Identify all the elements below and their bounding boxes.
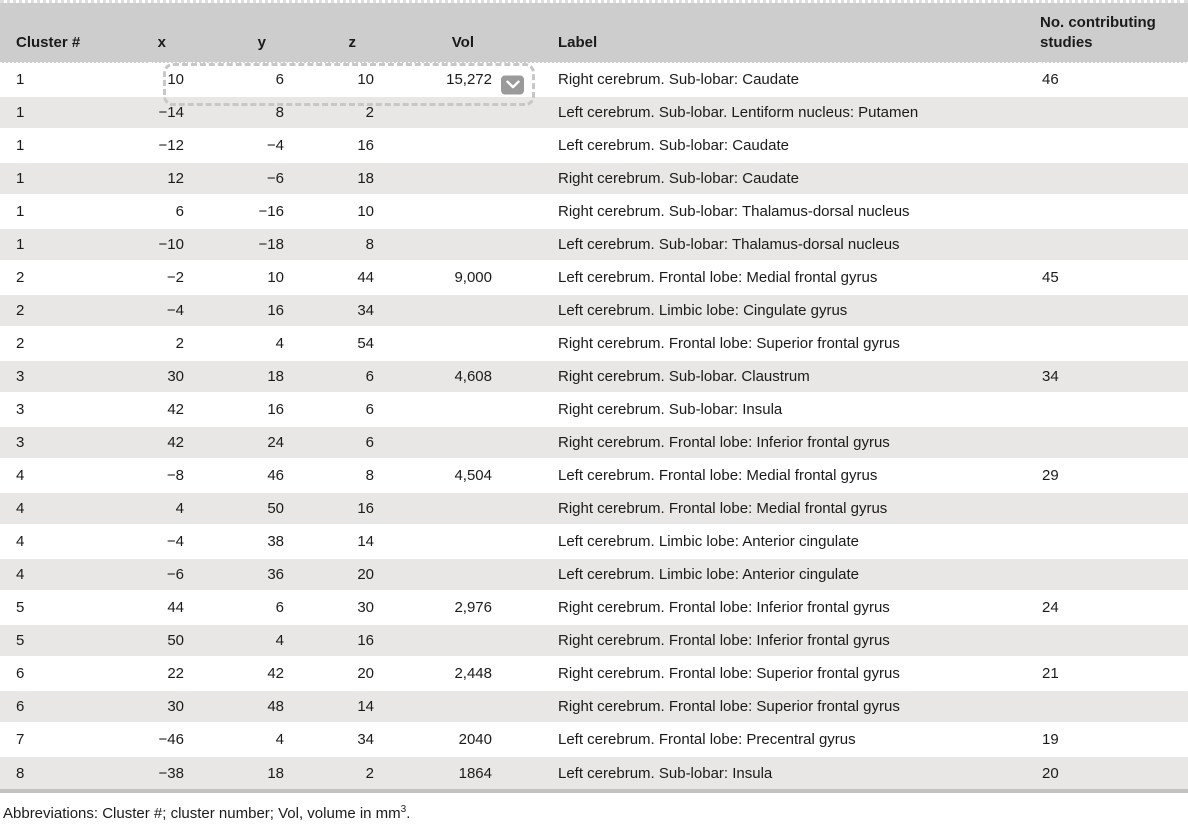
cell-cluster: 5 <box>16 632 25 649</box>
cell-x: 12 <box>167 170 184 187</box>
cell-label: Left cerebrum. Sub-lobar: Caudate <box>558 137 789 154</box>
table-row <box>0 657 1188 690</box>
cell-cluster: 4 <box>16 467 25 484</box>
cell-x: 50 <box>167 632 184 649</box>
cell-z: 10 <box>357 71 374 88</box>
cell-cluster: 6 <box>16 698 25 715</box>
cell-vol: 4,504 <box>454 467 492 484</box>
cell-x: −12 <box>158 137 184 154</box>
cell-cluster: 1 <box>16 170 25 187</box>
cell-vol: 2,976 <box>454 599 492 616</box>
col-header-vol: Vol <box>380 3 498 63</box>
cell-cluster: 5 <box>16 599 25 616</box>
chevron-down-icon <box>506 81 520 89</box>
cell-studies <box>1040 195 1188 228</box>
cell-y: 4 <box>275 335 284 352</box>
cell-x: 30 <box>167 698 184 715</box>
footnote-text: Abbreviations: Cluster #; cluster number; Vol, volume in mm <box>3 805 401 822</box>
cell-x: 42 <box>167 434 184 451</box>
cell-vol <box>380 228 498 261</box>
cell-vol <box>380 195 498 228</box>
cell-studies <box>1040 294 1188 327</box>
cell-y: 42 <box>267 665 284 682</box>
cell-studies: 29 <box>1042 467 1059 484</box>
cell-vol: 2,448 <box>454 665 492 682</box>
cell-cluster: 1 <box>16 104 25 121</box>
cell-vol: 15,272 <box>446 71 492 88</box>
cell-label: Left cerebrum. Sub-lobar: Thalamus-dorsal nucleus <box>558 236 900 253</box>
cell-x: 10 <box>167 71 184 88</box>
cell-x: 42 <box>167 401 184 418</box>
cell-studies <box>1040 96 1188 129</box>
col-header-y: y <box>190 3 290 63</box>
cell-label: Right cerebrum. Frontal lobe: Superior frontal gyrus <box>558 698 900 715</box>
cell-y: 38 <box>267 533 284 550</box>
cell-studies: 45 <box>1042 269 1059 286</box>
cell-cluster: 3 <box>16 368 25 385</box>
cell-vol: 4,608 <box>454 368 492 385</box>
cell-label: Left cerebrum. Sub-lobar: Insula <box>558 764 773 782</box>
table-row <box>0 492 1188 525</box>
cluster-coordinates-table <box>0 3 1188 789</box>
cell-cluster: 4 <box>16 500 25 517</box>
cell-studies <box>1040 228 1188 261</box>
cell-cluster: 7 <box>16 731 25 748</box>
cell-z: 34 <box>357 302 374 319</box>
cell-cluster: 2 <box>16 335 25 352</box>
cell-label: Right cerebrum. Frontal lobe: Inferior frontal gyrus <box>558 632 890 649</box>
cell-z: 6 <box>365 401 374 418</box>
cell-cluster: 1 <box>16 236 25 253</box>
cell-label: Right cerebrum. Sub-lobar: Caudate <box>558 170 799 187</box>
table-row <box>0 63 1188 96</box>
cell-vol <box>380 327 498 360</box>
table-row <box>0 195 1188 228</box>
cell-y: 4 <box>275 632 284 649</box>
cell-cluster: 8 <box>16 764 25 782</box>
cell-studies <box>1040 393 1188 426</box>
table-row <box>0 525 1188 558</box>
cell-y: 18 <box>267 764 284 782</box>
footnote-period: . <box>406 805 411 822</box>
table-row <box>0 690 1188 723</box>
cell-vol <box>380 492 498 525</box>
cell-cluster: 1 <box>16 137 25 154</box>
cell-vol: 1864 <box>458 764 492 782</box>
cell-studies: 21 <box>1042 665 1059 682</box>
table-row <box>0 624 1188 657</box>
cell-z: 20 <box>357 665 374 682</box>
cell-z: 16 <box>357 137 374 154</box>
table-header-row <box>0 3 1188 63</box>
cell-cluster: 1 <box>16 71 25 88</box>
cell-x: −10 <box>158 236 184 253</box>
cell-y: −6 <box>266 170 284 187</box>
table-row <box>0 393 1188 426</box>
cell-vol <box>380 393 498 426</box>
table-row <box>0 591 1188 624</box>
cell-z: 54 <box>357 335 374 352</box>
cell-label: Right cerebrum. Sub-lobar. Claustrum <box>558 368 810 385</box>
cell-label: Left cerebrum. Frontal lobe: Medial frontal gyrus <box>558 467 878 484</box>
cell-z: 16 <box>357 632 374 649</box>
cell-cluster: 4 <box>16 533 25 550</box>
cell-y: 46 <box>267 467 284 484</box>
table-row <box>0 129 1188 162</box>
cell-x: 44 <box>167 599 184 616</box>
cell-label: Left cerebrum. Frontal lobe: Medial frontal gyrus <box>558 269 878 286</box>
cell-label: Right cerebrum. Sub-lobar: Thalamus-dorsal nucleus <box>558 203 910 220</box>
cell-z: 6 <box>365 434 374 451</box>
cell-label: Left cerebrum. Sub-lobar. Lentiform nucleus: Putamen <box>558 104 919 121</box>
table-row <box>0 459 1188 492</box>
cell-x: −14 <box>158 104 184 121</box>
table-footnote <box>0 793 1188 822</box>
table-row <box>0 162 1188 195</box>
table-row <box>0 360 1188 393</box>
cell-z: 8 <box>365 467 374 484</box>
cell-vol <box>380 525 498 558</box>
cell-y: −16 <box>258 203 284 220</box>
table-row <box>0 558 1188 591</box>
cell-label: Right cerebrum. Frontal lobe: Inferior frontal gyrus <box>558 434 890 451</box>
cell-studies <box>1040 492 1188 525</box>
cell-z: 16 <box>357 500 374 517</box>
cell-z: 14 <box>357 698 374 715</box>
cell-vol <box>380 129 498 162</box>
cell-x: 6 <box>175 203 184 220</box>
cell-studies <box>1040 162 1188 195</box>
cell-studies <box>1040 327 1188 360</box>
cell-studies <box>1040 558 1188 591</box>
cell-studies: 34 <box>1042 368 1059 385</box>
cell-y: 18 <box>267 368 284 385</box>
col-header-cluster: Cluster # <box>0 3 150 63</box>
cell-x: −8 <box>166 467 184 484</box>
cell-studies <box>1040 525 1188 558</box>
cell-x: −4 <box>166 302 184 319</box>
cell-studies: 20 <box>1042 764 1059 782</box>
cell-y: −18 <box>258 236 284 253</box>
cell-vol <box>380 558 498 591</box>
cell-y: 6 <box>275 599 284 616</box>
cell-y: 16 <box>267 302 284 319</box>
cell-x: 2 <box>175 335 184 352</box>
cell-cluster: 1 <box>16 203 25 220</box>
cell-z: 30 <box>357 599 374 616</box>
cell-y: 4 <box>275 731 284 748</box>
cell-y: 16 <box>267 401 284 418</box>
cell-x: −46 <box>158 731 184 748</box>
cell-label: Left cerebrum. Limbic lobe: Anterior cingulate <box>558 566 859 583</box>
cell-y: 10 <box>267 269 284 286</box>
cell-x: −38 <box>158 764 184 782</box>
cell-x: −6 <box>166 566 184 583</box>
cell-z: 14 <box>357 533 374 550</box>
table-row <box>0 228 1188 261</box>
col-header-x: x <box>150 3 190 63</box>
cell-x: 4 <box>175 500 184 517</box>
cell-vol <box>380 624 498 657</box>
cell-z: 2 <box>365 104 374 121</box>
cell-z: 8 <box>365 236 374 253</box>
cell-studies <box>1040 426 1188 459</box>
cell-x: 22 <box>167 665 184 682</box>
cell-z: 18 <box>357 170 374 187</box>
cell-cluster: 6 <box>16 665 25 682</box>
cell-vol <box>380 96 498 129</box>
cell-studies <box>1040 129 1188 162</box>
cell-y: 36 <box>267 566 284 583</box>
cell-x: −2 <box>166 269 184 286</box>
cell-z: 20 <box>357 566 374 583</box>
cell-label: Right cerebrum. Sub-lobar: Caudate <box>558 71 799 88</box>
cell-z: 34 <box>357 731 374 748</box>
cell-cluster: 3 <box>16 401 25 418</box>
cell-z: 6 <box>365 368 374 385</box>
cell-studies <box>1040 624 1188 657</box>
col-header-studies: No. contributing studies <box>1040 3 1188 63</box>
cell-label: Left cerebrum. Limbic lobe: Cingulate gyrus <box>558 302 848 319</box>
cell-y: 50 <box>267 500 284 517</box>
cell-vol <box>380 690 498 723</box>
cell-cluster: 4 <box>16 566 25 583</box>
cell-y: 48 <box>267 698 284 715</box>
cell-vol: 9,000 <box>454 269 492 286</box>
cell-y: −4 <box>266 137 284 154</box>
cell-cluster: 2 <box>16 302 25 319</box>
cell-label: Right cerebrum. Frontal lobe: Inferior frontal gyrus <box>558 599 890 616</box>
cell-label: Left cerebrum. Limbic lobe: Anterior cingulate <box>558 533 859 550</box>
cell-y: 24 <box>267 434 284 451</box>
cell-vol <box>380 294 498 327</box>
cell-z: 2 <box>365 764 374 782</box>
table-row <box>0 96 1188 129</box>
field-dropdown-button[interactable] <box>499 73 526 96</box>
cell-label: Right cerebrum. Frontal lobe: Superior frontal gyrus <box>558 335 900 352</box>
cell-x: 30 <box>167 368 184 385</box>
col-header-label: Label <box>498 3 1040 63</box>
cell-cluster: 3 <box>16 434 25 451</box>
table-row <box>0 723 1188 756</box>
footnote-superscript: 3 <box>400 804 407 815</box>
cell-y: 8 <box>275 104 284 121</box>
cell-studies <box>1040 690 1188 723</box>
cell-cluster: 2 <box>16 269 25 286</box>
cell-studies: 19 <box>1042 731 1059 748</box>
table-row <box>0 426 1188 459</box>
cell-y: 6 <box>275 71 284 88</box>
table-row <box>0 327 1188 360</box>
cell-studies: 46 <box>1042 71 1059 88</box>
cell-studies: 24 <box>1042 599 1059 616</box>
cell-x: −4 <box>166 533 184 550</box>
table-row <box>0 756 1188 789</box>
cell-z: 10 <box>357 203 374 220</box>
cell-vol <box>380 426 498 459</box>
table-row <box>0 261 1188 294</box>
cell-vol <box>380 162 498 195</box>
cell-label: Right cerebrum. Frontal lobe: Medial frontal gyrus <box>558 500 888 517</box>
col-header-z: z <box>290 3 380 63</box>
cell-vol: 2040 <box>458 731 492 748</box>
cell-label: Right cerebrum. Sub-lobar: Insula <box>558 401 783 418</box>
cell-label: Right cerebrum. Frontal lobe: Superior frontal gyrus <box>558 665 900 682</box>
table-row <box>0 294 1188 327</box>
cell-z: 44 <box>357 269 374 286</box>
cell-label: Left cerebrum. Frontal lobe: Precentral gyrus <box>558 731 856 748</box>
